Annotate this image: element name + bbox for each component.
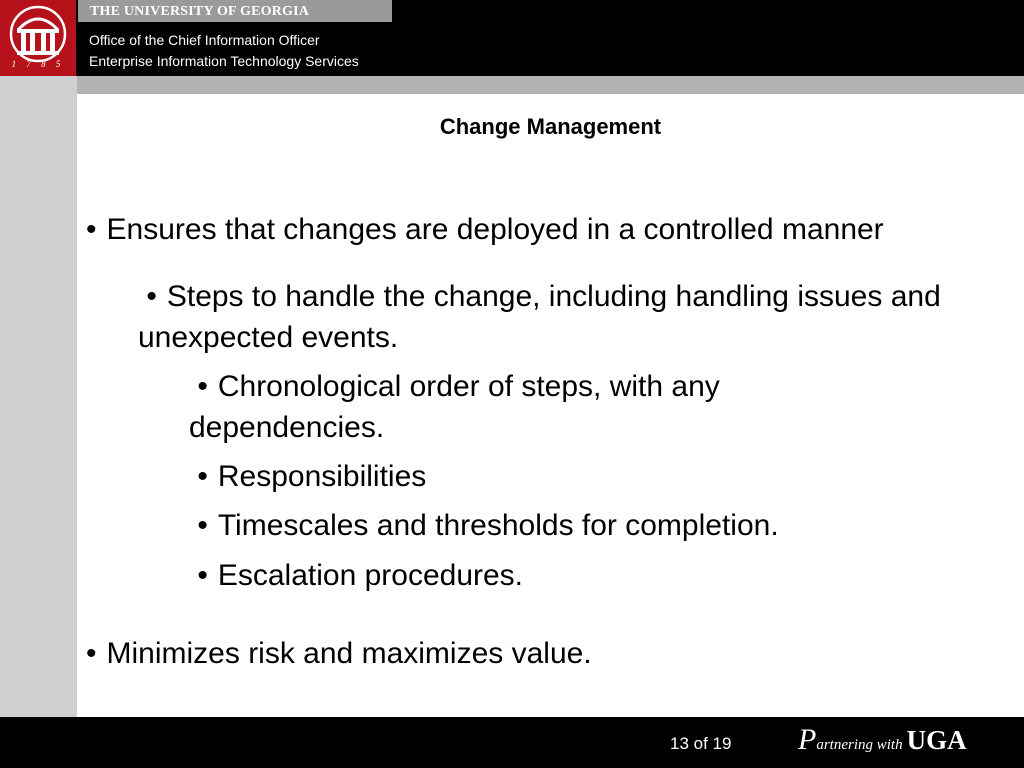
department-name: Enterprise Information Technology Services [89, 53, 359, 69]
header-bar [0, 0, 1024, 76]
bullet-text: Timescales and thresholds for completion. [217, 509, 779, 542]
bullet-level1: • Minimizes risk and maximizes value. [86, 637, 592, 670]
brand-initial: P [798, 723, 817, 756]
uga-logo [0, 0, 76, 76]
bullet-level2: • Steps to handle the change, including handling issues and unexpected events. [138, 280, 941, 354]
brand-script-text: artnering with [816, 737, 903, 753]
page-number: 13 of 19 [670, 734, 732, 753]
bullet-level1: • Ensures that changes are deployed in a controlled manner [86, 213, 884, 246]
bullet-text: Ensures that changes are deployed in a controlled manner [106, 213, 884, 246]
office-name: Office of the Chief Information Officer [89, 32, 320, 48]
brand-uga: UGA [906, 725, 967, 755]
logo-year: 1 7 8 5 [11, 59, 65, 69]
bullet-level3: • Timescales and thresholds for completion. [189, 509, 779, 542]
bullet-text: Chronological order of steps, with any dependencies. [189, 370, 720, 444]
university-name: THE UNIVERSITY OF GEORGIA [90, 4, 310, 19]
header-divider-band [0, 76, 1024, 94]
bullet-level3: • Escalation procedures. [189, 559, 524, 592]
bullet-text: Responsibilities [217, 460, 427, 493]
bullet-level3: • Responsibilities [189, 460, 427, 493]
bullet-text: Minimizes risk and maximizes value. [106, 637, 592, 670]
bullet-text: Escalation procedures. [217, 559, 524, 592]
bullet-text: Steps to handle the change, including handling issues and unexpected events. [138, 280, 941, 354]
left-sidebar-bar [0, 76, 77, 717]
slide-title: Change Management [439, 114, 662, 139]
partnering-brand [798, 723, 967, 757]
bullet-level3: • Chronological order of steps, with any dependencies. [189, 370, 720, 444]
